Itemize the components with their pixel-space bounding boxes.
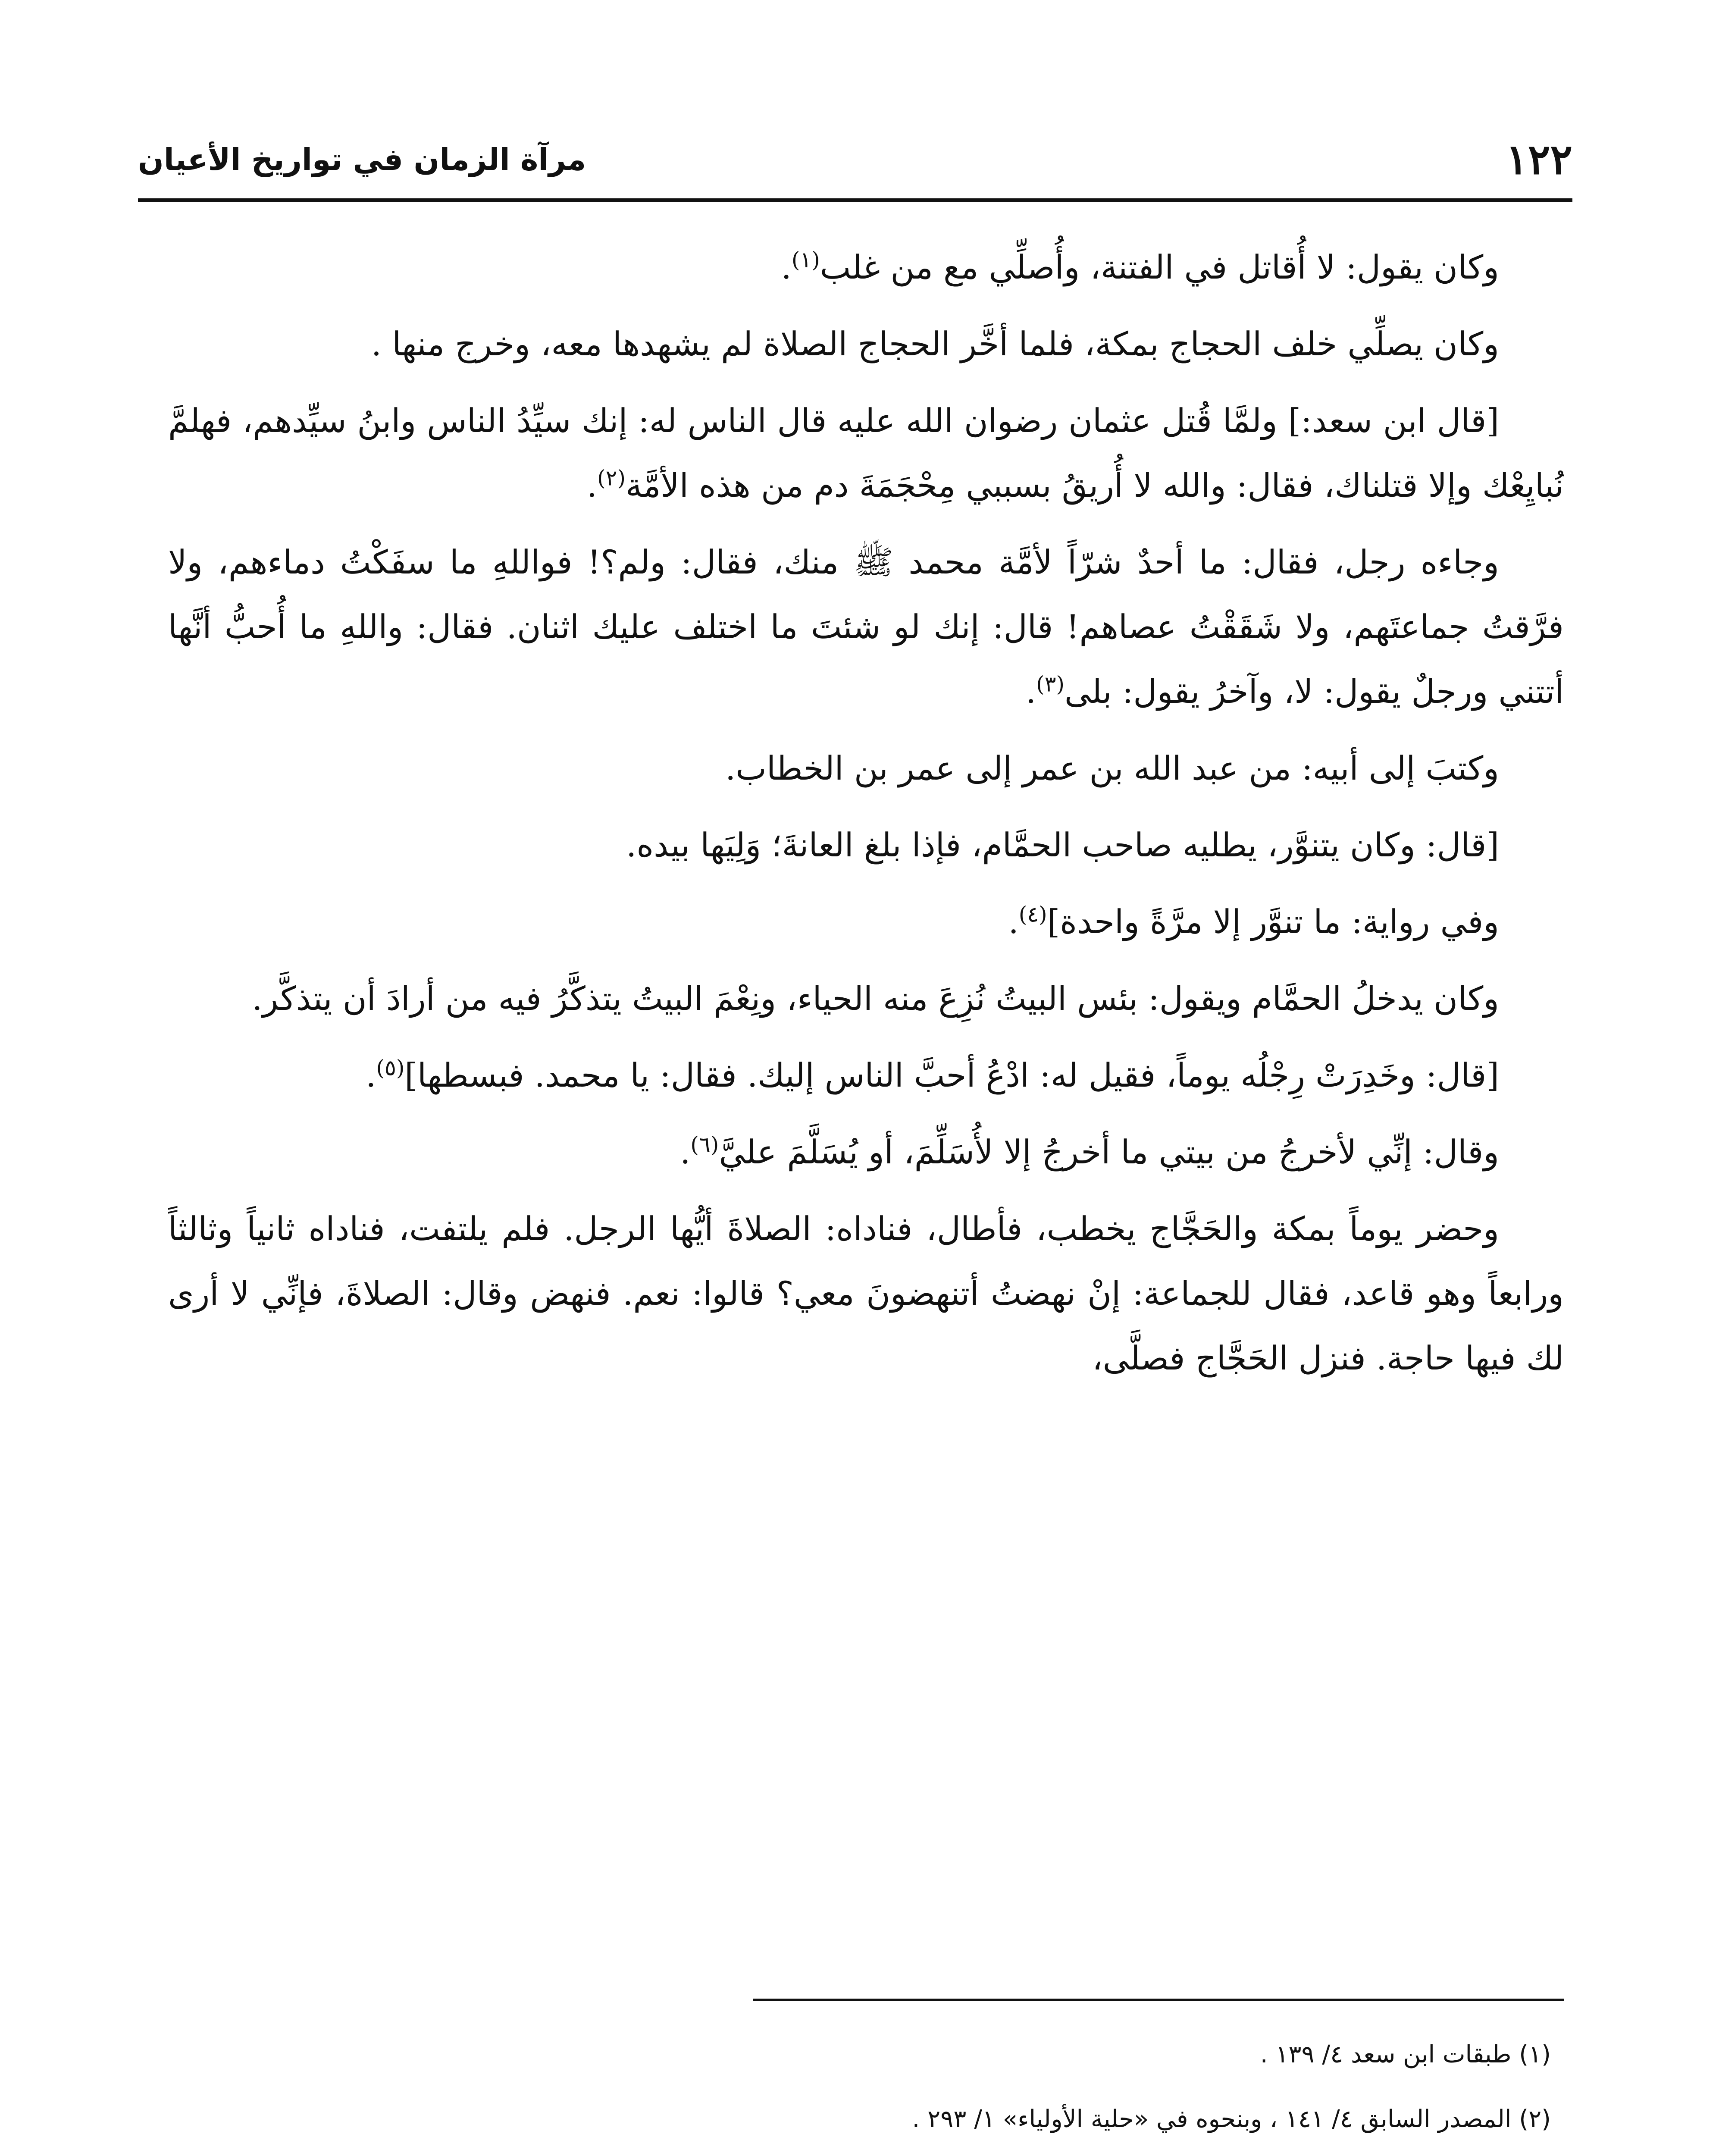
paragraph-5: وكتبَ إلى أبيه: من عبد الله بن عمر إلى عمر بن الخطاب. <box>725 749 1499 787</box>
header-divider <box>138 198 1572 202</box>
footnote-1: (١) طبقات ابن سعد ٤/ ١٣٩ . <box>1260 2040 1551 2068</box>
footnote-ref: (٣) <box>1036 671 1065 697</box>
paragraph-3: [قال ابن سعد:] ولمَّا قُتل عثمان رضوان الله عليه قال الناس له: إنك سيِّدُ الناس وابنُ سيِّدهم، فهلمَّ نُبايِعْك وإلا قتلناك، فقال: والله لا أُريقُ بسببي مِحْجَمَةَ دم من هذه الأمَّة$^{(٢)}$. <box>168 401 1564 505</box>
book-title: مرآة الزمان في تواريخ الأعيان <box>138 142 586 177</box>
paragraph-1: وكان يقول: لا أُقاتل في الفتنة، وأُصلِّي مع من غلب$^{(١)}$. <box>781 247 1499 286</box>
footnote-ref: (٥) <box>376 1055 405 1081</box>
footnotes <box>517 2022 1564 2156</box>
footnote-divider <box>753 1999 1564 2001</box>
page-header <box>138 127 1572 192</box>
paragraph-7: وفي رواية: ما تنوَّر إلا مرَّةً واحدة]$^{(٤)}$. <box>1008 902 1499 941</box>
footnote-ref: (٤) <box>1018 902 1047 927</box>
paragraph-4: وجاءه رجل، فقال: ما أحدٌ شرّاً لأمَّة محمد ﷺ منك، فقال: ولم؟! فواللهِ ما سفَكْتُ دماءهم، ولا فرَّقتُ جماعتَهم، ولا شَقَقْتُ عصاهم! قال: إنك لو شئتَ ما اختلف عليك اثنان. فقال: واللهِ ما أُحبُّ أنَّها أتتني ورجلٌ يقول: لا، وآخرُ يقول: بلى$^{(٣)}$. <box>168 543 1564 711</box>
paragraph-8: وكان يدخلُ الحمَّام ويقول: بئس البيتُ نُزِعَ منه الحياء، ونِعْمَ البيتُ يتذكَّرُ فيه من أرادَ أن يتذكَّر. <box>252 979 1499 1018</box>
footnote-3 <box>517 2152 1564 2156</box>
paragraph-10: وقال: إنِّي لأخرجُ من بيتي ما أخرجُ إلا لأُسَلِّمَ، أو يُسَلَّمَ عليَّ$^{(٦)}$. <box>680 1132 1499 1171</box>
main-text <box>168 235 1564 1403</box>
page-number: ١٢٢ <box>1506 135 1572 184</box>
footnote-ref: (٢) <box>597 465 626 491</box>
paragraph-11: وحضر يوماً بمكة والحَجَّاج يخطب، فأطال، فناداه: الصلاةَ أيُّها الرجل. فلم يلتفت، فناداه ثانياً وثالثاً ورابعاً وهو قاعد، فقال للجماعة: إنْ نهضتُ أتنهضونَ معي؟ قالوا: نعم. فنهض وقال: الصلاةَ، فإنِّي لا أرى لك فيها حاجة. فنزل الحَجَّاج فصلَّى، <box>168 1210 1564 1377</box>
footnote-2: (٢) المصدر السابق ٤/ ١٤١ ، وبنحوه في «حلية الأولياء» ١/ ٢٩٣ . <box>912 2105 1551 2133</box>
paragraph-2: وكان يصلِّي خلف الحجاج بمكة، فلما أخَّر الحجاج الصلاة لم يشهدها معه، وخرج منها . <box>371 325 1499 363</box>
footnote-ref: (٦) <box>690 1132 719 1157</box>
paragraph-9: [قال: وخَدِرَتْ رِجْلُه يوماً، فقيل له: ادْعُ أحبَّ الناس إليك. فقال: يا محمد. فبسطها]$^{(٥)}$. <box>366 1055 1499 1094</box>
footnote-ref: (١) <box>791 247 820 273</box>
paragraph-6: [قال: وكان يتنوَّر، يطليه صاحب الحمَّام، فإذا بلغ العانةَ؛ وَلِيَها بيده. <box>626 826 1499 864</box>
